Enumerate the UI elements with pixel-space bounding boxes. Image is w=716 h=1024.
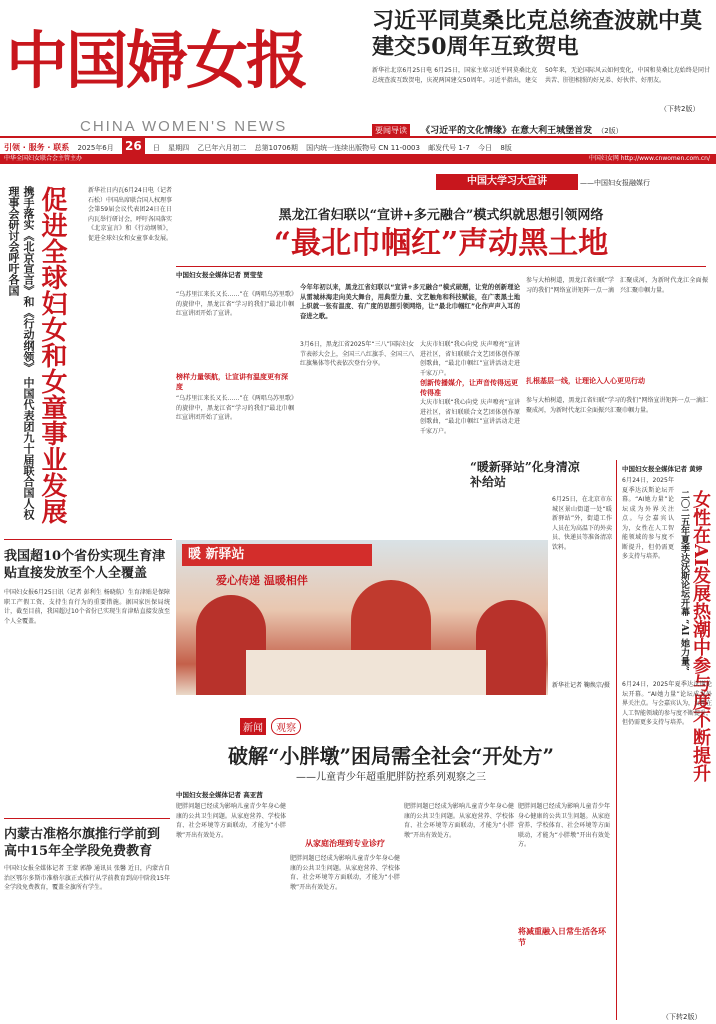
center-sub4: 扎根基层一线，让理论入人心更见行动 <box>526 377 645 385</box>
center-headline: “最北巾帼红”声动黑土地 <box>273 226 609 261</box>
section-banner: 中国大学习大宣讲 <box>436 174 578 190</box>
center-sub1: 榜样力量领航，让宣讲有温度更有深度 <box>176 373 288 391</box>
issue-day-suffix: 日 <box>152 144 160 152</box>
obesity-col4: 肥胖问题已经成为影响儿童青少年身心健康的公共卫生问题。从家庭营养、学校体育、社会环境等方面联动，才能为“小胖墩”开出有效处方。 <box>518 803 610 848</box>
center-col1b: “乌苏里江来长又长……”在《两唱乌苏里歌》的旋律中，黑龙江省“学习的我们”最北巾帼红宣讲团开始了宣讲。 <box>176 395 294 421</box>
obesity-sub1: 从家庭治理到专业诊疗 <box>305 839 385 848</box>
cn-number: 国内统一连续出版物号 CN 11-0003 <box>306 144 420 152</box>
lead-text: 新华社北京6月25日电 6月25日，国家主席习近平同莫桑比克总统查波互致贺电，庆祝两国建交50周年。习近平指出，建交50年来，无论国际风云如何变化，中国和莫桑比克始终是同甘共苦、肝胆相照的好兄弟、好伙伴、好朋友。 <box>372 67 710 84</box>
ai-headline: 女性在AI发展热潮中参与度不断提升 <box>690 490 711 783</box>
website-link[interactable]: 中国妇女网 http://www.cnwomen.com.cn/ <box>588 155 710 162</box>
masthead-english: CHINA WOMEN'S NEWS <box>80 118 288 135</box>
news-photo <box>176 540 548 695</box>
jungar-headline: 内蒙古准格尔旗推行学前到高中15年全学段免费教育 <box>4 827 161 859</box>
lead-more: （下转2版） <box>660 105 700 113</box>
ai-byline: 中国妇女报全媒体记者 黄婷 <box>622 465 703 473</box>
teaser[interactable] <box>372 118 710 138</box>
page-count: 8版 <box>500 144 512 152</box>
post-code: 邮发代号 1-7 <box>428 144 470 152</box>
ai-text-2: 6月24日，2025年夏季达沃斯论坛开幕。“AI她力量”论坛成为外界关注点。与会嘉宾认为，女性在人工智能领域的参与度不断提升，但仍需更多支持与培养。 <box>622 681 713 726</box>
teaser-page: （2版） <box>597 127 623 135</box>
obesity-col1: 肥胖问题已经成为影响儿童青少年身心健康的公共卫生问题。从家庭营养、学校体育、社会环境等方面联动，才能为“小胖墩”开出有效处方。 <box>176 803 286 839</box>
photo-banner: 暖 新驿站 <box>182 544 372 566</box>
motto: 引领 · 服务 · 联系 <box>4 143 70 152</box>
obesity-subhead: ——儿童青少年超重肥胖防控系列观察之三 <box>296 772 486 783</box>
divider <box>4 818 170 819</box>
news-look-label <box>240 716 301 734</box>
left-story-text: 新华社日内瓦6月24日电（记者 石松）中国出席联合国人权理事会第59届会议代表团24日在日内瓦举行研讨会，呼吁各国落实《北京宣言》和《行动纲领》，促进全球妇女和女童事业发展。 <box>88 187 173 242</box>
center-col1: “乌苏里江来长又长……”在《两唱乌苏里歌》的旋律中，黑龙江省“学习的我们”最北巾帼红宣讲团开始了宣讲。 <box>176 291 294 317</box>
center-byline: 中国妇女报全媒体记者 贾莹莹 <box>176 271 263 279</box>
jungar-text: 中国妇女报全媒体记者 王蒙 郭静 通讯员 张馨 近日，内蒙古自治区鄂尔多斯市准格尔旗正式推行从学前教育到高中阶段15年全学段免费教育，覆盖全旗所有学生。 <box>4 865 170 891</box>
news-look-label-2: 观察 <box>271 718 301 735</box>
photo-caption: 6月25日，在北京市东城区景山街道一处“暖新驿站”外，街道工作人员在为高温下的外卖员、快递员等准备清凉饮料。 <box>552 496 613 551</box>
teaser-label: 要闻导读 <box>372 124 410 137</box>
center-col4: 参与大柏树道，黑龙江省妇联“学习的我们”网络宣讲矩阵一点一滴汇聚成河，为新时代龙江全面振兴汇聚巾帼力量。 <box>526 277 708 294</box>
masthead-title: 中国婦女报 <box>6 24 307 97</box>
center-lede: 今年年初以来，黑龙江省妇联以“宣讲+多元融合”模式破题，让党的创新理论从雷城林海走向美大舞台，用典型力量、文艺触角和科技赋能，在广袤黑土地上织就一张有温度、有广度的思想引领网络，让“最北巾帼红”化作声声入耳的奋进之歌。 <box>300 284 520 320</box>
left-story-sub: 携手落实《北京宣言》和《行动纲领》 中国代表团九十届联合国人权理事会研讨会呼吁各国 <box>7 186 35 520</box>
issue-info-bar <box>0 136 716 154</box>
center-col3b: 大庆市妇联“我心向党 庆声嘹亮”宣讲进社区，省妇联联合文艺团体创作原创歌曲，“最北巾帼红”宣讲活动走进千家万户。 <box>420 399 520 435</box>
center-col3: 大庆市妇联“我心向党 庆声嘹亮”宣讲进社区，省妇联联合文艺团体创作原创歌曲，“最北巾帼红”宣讲活动走进千家万户。 <box>420 341 520 377</box>
divider <box>616 460 617 1020</box>
sponsor-bar <box>0 154 716 164</box>
left-story <box>4 170 172 540</box>
center-kicker: 黑龙江省妇联以“宣讲+多元融合”模式织就思想引领网络 <box>278 208 604 223</box>
news-look-label-1: 新闻 <box>240 718 266 735</box>
photo-person-3 <box>476 600 546 695</box>
sponsor: 中华全国妇女联合会主管主办 <box>4 155 83 162</box>
photo-caption-title: “暖新驿站”化身清凉补给站 <box>470 460 580 489</box>
photo-table <box>246 650 486 695</box>
weekday: 星期四 <box>168 144 190 152</box>
section-sub: ——中国妇女报融媒行 <box>580 179 650 187</box>
obesity-sub2: 将减重融入日常生活各环节 <box>518 927 606 947</box>
center-col2: 3月6日，黑龙江省2025年“三八”国际妇女节表彰大会上，全国三八红旗手、全国三八红旗集体等代表依次登台分享。 <box>300 341 415 367</box>
maternity-text: 中国妇女报6月25日讯（记者 彭利生 杨晓航）生育津贴是保障职工产假工资、支持生育行为的重要措施。据国家医保局统计，截至目前，我国超过10个省份已实现生育津贴直接发放至个人全覆盖。 <box>4 589 170 625</box>
issue-date: 2025年6月 <box>77 144 114 152</box>
teaser-item: 《习近平的文化情缘》在意大利王城堡首发 <box>421 126 593 136</box>
lunar-date: 乙巳年六月初二 <box>197 144 247 152</box>
photo-sign: 爱心传递 温暖相伴 <box>216 574 308 587</box>
left-story-headline: 促进全球妇女和女童事业发展 <box>37 186 67 524</box>
ai-text: 6月24日，2025年夏季达沃斯论坛开幕。“AI她力量”论坛成为外界关注点。与会嘉宾认为，女性在人工智能领域的参与度不断提升，但仍需更多支持与培养。 <box>622 477 674 560</box>
center-sub2: 创新传播媒介，让声音传得远更传得准 <box>420 379 518 397</box>
ai-more: （下转2版） <box>662 1013 702 1021</box>
lead-headline: 习近平同莫桑比克总统查波就中莫建交50周年互致贺电 <box>372 8 703 60</box>
maternity-headline: 我国超10个省份实现生育津贴直接发放至个人全覆盖 <box>4 549 166 581</box>
issue-code: 总第10706期 <box>254 144 298 152</box>
obesity-byline: 中国妇女报全媒体记者 高亚茜 <box>176 791 263 799</box>
obesity-col3: 肥胖问题已经成为影响儿童青少年身心健康的公共卫生问题。从家庭营养、学校体育、社会环境等方面联动，才能为“小胖墩”开出有效处方。 <box>404 803 514 839</box>
ai-subhead: 二〇二五年夏季达沃斯论坛开幕 “AI 她力量” <box>679 490 689 671</box>
obesity-col2: 肥胖问题已经成为影响儿童青少年身心健康的公共卫生问题。从家庭营养、学校体育、社会环境等方面联动，才能为“小胖墩”开出有效处方。 <box>290 855 400 891</box>
obesity-headline: 破解“小胖墩”困局需全社会“开处方” <box>227 744 554 768</box>
divider <box>176 266 706 267</box>
center-col4b: 参与大柏树道，黑龙江省妇联“学习的我们”网络宣讲矩阵一点一滴汇聚成河，为新时代龙江全面振兴汇聚巾帼力量。 <box>526 397 708 414</box>
edition-label: 今日 <box>478 144 493 152</box>
issue-day: 26 <box>122 138 145 154</box>
photo-credit: 新华社记者 鞠焕宗/摄 <box>552 682 610 689</box>
